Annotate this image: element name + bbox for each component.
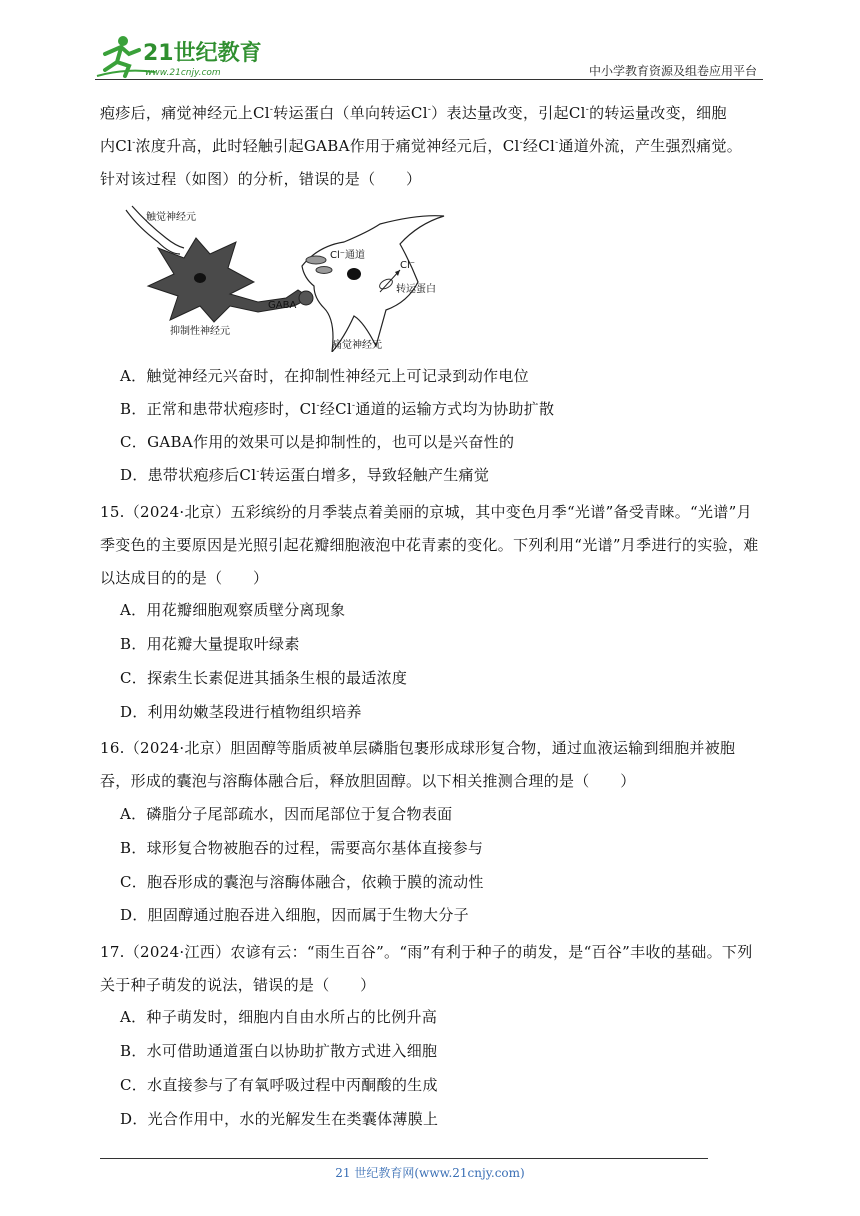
- page-header: [95, 30, 763, 82]
- q15-option-d[interactable]: D．利用幼嫩茎段进行植物组织培养: [120, 703, 362, 721]
- q15-stem: 15.（2024·北京）五彩缤纷的月季装点着美丽的京城，其中变色月季“光谱”备受青睐。“光谱”月季变色的主要原因是光照引起花瓣细胞液泡中花青素的变化。下列利用“光谱”月季进行的实验，难以达成目的的是（ ）: [100, 503, 759, 587]
- neuron-figure: [118, 202, 448, 352]
- cl-channel-2: [316, 267, 332, 274]
- label-inhibitory-neuron: 抑制性神经元: [170, 326, 230, 337]
- q14-stem: [100, 97, 764, 196]
- header-tagline: 中小学教育资源及组卷应用平台: [588, 64, 757, 78]
- cl-channel: [306, 256, 326, 264]
- label-gaba: GABA: [268, 300, 297, 311]
- label-cl-channel: Cl⁻通道: [330, 250, 366, 261]
- svg-text:www.21cnjy.com: www.21cnjy.com: [145, 68, 221, 78]
- site-logo: [95, 32, 265, 80]
- q16-option-c[interactable]: C．胞吞形成的囊泡与溶酶体融合，依赖于膜的流动性: [120, 873, 484, 891]
- q16-option-b[interactable]: B．球形复合物被胞吞的过程，需要高尔基体直接参与: [120, 839, 484, 857]
- q16-option-d[interactable]: D．胆固醇通过胞吞进入细胞，因而属于生物大分子: [120, 906, 469, 924]
- pain-nucleus: [347, 268, 361, 280]
- inhibitory-nucleus: [194, 273, 206, 283]
- q15-option-b[interactable]: B．用花瓣大量提取叶绿素: [120, 635, 300, 653]
- q14-option-d[interactable]: D．患带状疱疹后Cl-转运蛋白增多，导致轻触产生痛觉: [120, 466, 490, 484]
- svg-text:21世纪教育: 21世纪教育: [143, 41, 262, 66]
- q14-stem-line-3: 针对该过程（如图）的分析，错误的是（ ）: [100, 170, 422, 188]
- label-pain-neuron: 痛觉神经元: [332, 340, 382, 351]
- header-divider: [95, 79, 763, 80]
- q17-option-d[interactable]: D．光合作用中，水的光解发生在类囊体薄膜上: [120, 1110, 439, 1128]
- q15-option-a[interactable]: A．用花瓣细胞观察质壁分离现象: [120, 601, 346, 619]
- q15-option-c[interactable]: C．探索生长素促进其插条生根的最适浓度: [120, 669, 408, 687]
- q14-option-a[interactable]: A．触觉神经元兴奋时，在抑制性神经元上可记录到动作电位: [120, 367, 529, 385]
- q17-option-a[interactable]: A．种子萌发时，细胞内自由水所占的比例升高: [120, 1008, 438, 1026]
- footer-divider: [100, 1158, 708, 1159]
- q14-stem-line-2: 内Cl-浓度升高，此时轻触引起GABA作用于痛觉神经元后，Cl-经Cl-通道外流，产生强烈痛觉。: [100, 137, 743, 155]
- q17-option-b[interactable]: B．水可借助通道蛋白以协助扩散方式进入细胞: [120, 1042, 438, 1060]
- q14-stem-line-1: 疱疹后，痛觉神经元上Cl-转运蛋白（单向转运Cl-）表达量改变，引起Cl-的转运量改变，细胞: [100, 104, 727, 122]
- synapse-terminal: [299, 291, 313, 305]
- label-transporter: 转运蛋白: [396, 284, 436, 295]
- label-cl-ion: Cl⁻: [400, 260, 416, 271]
- q14-option-c[interactable]: C．GABA作用的效果可以是抑制性的，也可以是兴奋性的: [120, 433, 515, 451]
- q16-option-a[interactable]: A．磷脂分子尾部疏水，因而尾部位于复合物表面: [120, 805, 453, 823]
- page-footer[interactable]: 21 世纪教育网(www.21cnjy.com): [335, 1166, 525, 1180]
- q14-option-b[interactable]: B．正常和患带状疱疹时，Cl-经Cl-通道的运输方式均为协助扩散: [120, 400, 555, 418]
- q17-option-c[interactable]: C．水直接参与了有氧呼吸过程中丙酮酸的生成: [120, 1076, 438, 1094]
- q16-stem: 16.（2024·北京）胆固醇等脂质被单层磷脂包裹形成球形复合物，通过血液运输到细胞并被胞吞，形成的囊泡与溶酶体融合后，释放胆固醇。以下相关推测合理的是（ ）: [100, 739, 736, 790]
- q17-stem: 17.（2024·江西）农谚有云：“雨生百谷”。“雨”有利于种子的萌发，是“百谷”丰收的基础。下列关于种子萌发的说法，错误的是（ ）: [100, 943, 753, 994]
- label-touch-neuron: 触觉神经元: [146, 212, 196, 223]
